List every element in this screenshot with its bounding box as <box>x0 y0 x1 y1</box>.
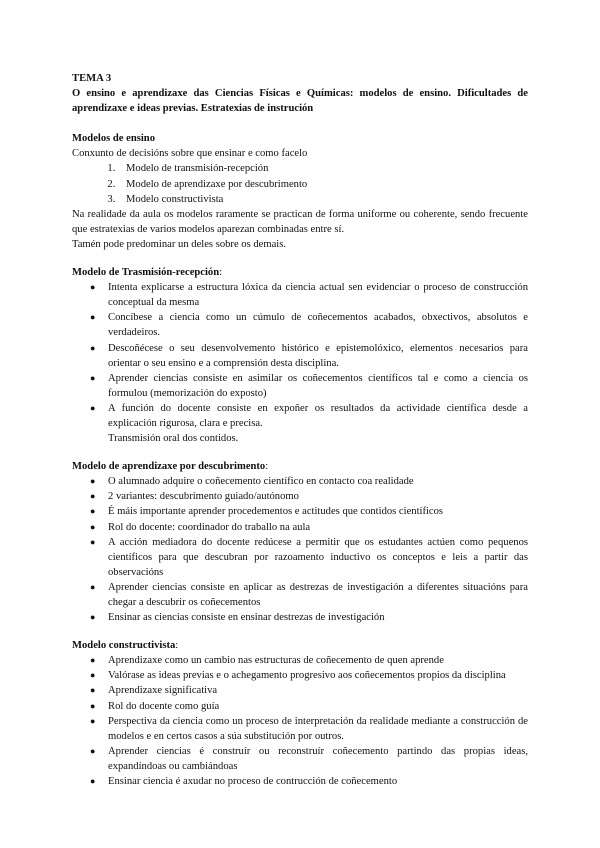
list-item-text: Aprender ciencias consiste en aplicar as destrezas de investigación a diferentes situacións para chegar a descubrir os coñecementos <box>108 581 528 608</box>
heading-text: Modelo de aprendizaxe por descubrimento <box>72 461 266 473</box>
bullet-icon: ● <box>90 506 96 517</box>
list-item <box>72 668 528 683</box>
section-heading <box>72 265 528 280</box>
list-item-text: Descoñécese o seu desenvolvemento histórico e epistemolóxico, elementos necesarios para orientar o seu ensino e a comprensión desta disciplina. <box>108 342 528 369</box>
list-item-text: O alumnado adquire o coñecemento científico en contacto coa realidade <box>108 476 414 488</box>
bullet-icon: ● <box>90 312 96 323</box>
bullet-icon: ● <box>90 612 96 623</box>
list-item <box>72 774 528 789</box>
section-modelos-ensino <box>72 131 528 252</box>
list-item-text: Aprendizaxe significativa <box>108 685 218 697</box>
bullet-icon: ● <box>90 402 96 413</box>
list-item <box>72 714 528 744</box>
list-item-text: Concíbese a ciencia como un cúmulo de coñecementos acabados, obxectivos, absolutos e verdadeiros. <box>108 312 528 339</box>
list-item <box>72 280 528 310</box>
theme-title: O ensino e aprendizaxe das Ciencias Físicas e Químicas: modelos de ensino. Dificultades de aprendizaxe e ideas previas. Estratexias de instrución <box>72 88 528 115</box>
section-heading <box>72 131 528 146</box>
section-constructivista <box>72 638 528 789</box>
bullet-icon: ● <box>90 581 96 592</box>
heading-text: Modelo constructivista <box>72 640 176 652</box>
list-item <box>72 610 528 625</box>
list-item <box>72 504 528 519</box>
bullet-list <box>72 280 528 446</box>
intro-text: Conxunto de decisións sobre que ensinar e como facelo <box>72 148 308 160</box>
list-item: 3. Modelo constructivista <box>118 192 528 207</box>
heading-text: Modelos de ensino <box>72 133 155 145</box>
bullet-icon: ● <box>90 700 96 711</box>
heading-text: Modelo de Trasmisión-recepción <box>72 267 220 279</box>
bullet-list <box>72 653 528 789</box>
section-heading <box>72 638 528 653</box>
heading-colon: : <box>219 267 223 279</box>
list-item: 2. Modelo de aprendizaxe por descubrimento <box>118 177 528 192</box>
list-item <box>72 744 528 774</box>
list-item-text: Ensinar as ciencias consiste en ensinar destrezas de investigación <box>108 612 385 624</box>
list-item <box>72 580 528 610</box>
bullet-icon: ● <box>90 715 96 726</box>
list-item <box>72 653 528 668</box>
list-item <box>72 371 528 401</box>
bullet-icon: ● <box>90 282 96 293</box>
list-item-text: Rol do docente: coordinador do traballo na aula <box>108 521 311 533</box>
bullet-icon: ● <box>90 685 96 696</box>
bullet-icon: ● <box>90 745 96 756</box>
bullet-list <box>72 474 528 625</box>
list-item-text: Perspectiva da ciencia como un proceso de interpretación da realidade mediante a construcción de modelos e en certos casos a súa substitución por outros. <box>108 715 528 742</box>
heading-colon: : <box>175 640 179 652</box>
list-item-text: Aprender ciencias consiste en asimilar os coñecementos científicos tal e como a ciencia os formulou (memorización do exposto) <box>108 372 528 399</box>
list-item-text: Intenta explicarse a estructura lóxica da ciencia actual sen evidenciar o proceso de construcción conceptual da mesma <box>108 282 528 309</box>
list-item <box>72 683 528 698</box>
list-item <box>72 310 528 340</box>
list-item <box>72 699 528 714</box>
list-item-text: A función do docente consiste en expoñer os resultados da actividade científica desde a explicación rigurosa, clara e precisa. <box>108 402 528 429</box>
list-item <box>72 520 528 535</box>
paragraph: Tamén pode predominar un deles sobre os demais. <box>72 238 287 250</box>
list-item <box>72 341 528 371</box>
list-item-text: Ensinar ciencia é axudar no proceso de contrucción de coñecemento <box>108 776 398 788</box>
list-item-tail: Transmisión oral dos contidos. <box>108 433 239 445</box>
list-item: 1. Modelo de transmisión-recepción <box>118 161 528 176</box>
bullet-icon: ● <box>90 536 96 547</box>
list-item-text: Aprendizaxe como un cambio nas estructuras de coñecemento de quen aprende <box>108 655 444 667</box>
bullet-icon: ● <box>90 521 96 532</box>
section-trasmision-recepcion <box>72 265 528 446</box>
theme-label: TEMA 3 <box>72 73 112 84</box>
list-item <box>72 401 528 446</box>
heading-colon: : <box>265 461 269 473</box>
list-item-text: Rol do docente como guía <box>108 700 220 712</box>
bullet-icon: ● <box>90 372 96 383</box>
bullet-icon: ● <box>90 670 96 681</box>
list-item <box>72 535 528 580</box>
section-heading <box>72 459 528 474</box>
bullet-icon: ● <box>90 476 96 487</box>
list-item-text: É máis importante aprender procedementos e actitudes que contidos científicos <box>108 506 444 518</box>
paragraph: Na realidade da aula os modelos raramente se practican de forma uniforme ou coherente, sendo frecuente que estratexias de varios modelos aparezan combinadas entre sí. <box>72 208 528 235</box>
list-item-text: Valórase as ideas previas e o achegamento progresivo aos coñecementos propios da disciplina <box>108 670 506 682</box>
list-item-text: A acción mediadora do docente redúcese a permitir que os estudantes actúen como pequenos científicos para que descubran por razoamento inductivo os conceptos e leis a partir das observacións <box>108 536 528 578</box>
list-item-text: 2 variantes: descubrimento guiado/autónomo <box>108 491 299 503</box>
list-item <box>72 474 528 489</box>
bullet-icon: ● <box>90 776 96 787</box>
list-item-text: Aprender ciencias é construír ou reconstruír coñecemento partindo das propias ideas, expandíndoas ou cambiándoas <box>108 745 528 772</box>
bullet-icon: ● <box>90 491 96 502</box>
section-descubrimento <box>72 459 528 625</box>
bullet-icon: ● <box>90 655 96 666</box>
list-item <box>72 489 528 504</box>
numbered-list <box>72 161 528 206</box>
bullet-icon: ● <box>90 342 96 353</box>
document-page <box>72 71 528 802</box>
